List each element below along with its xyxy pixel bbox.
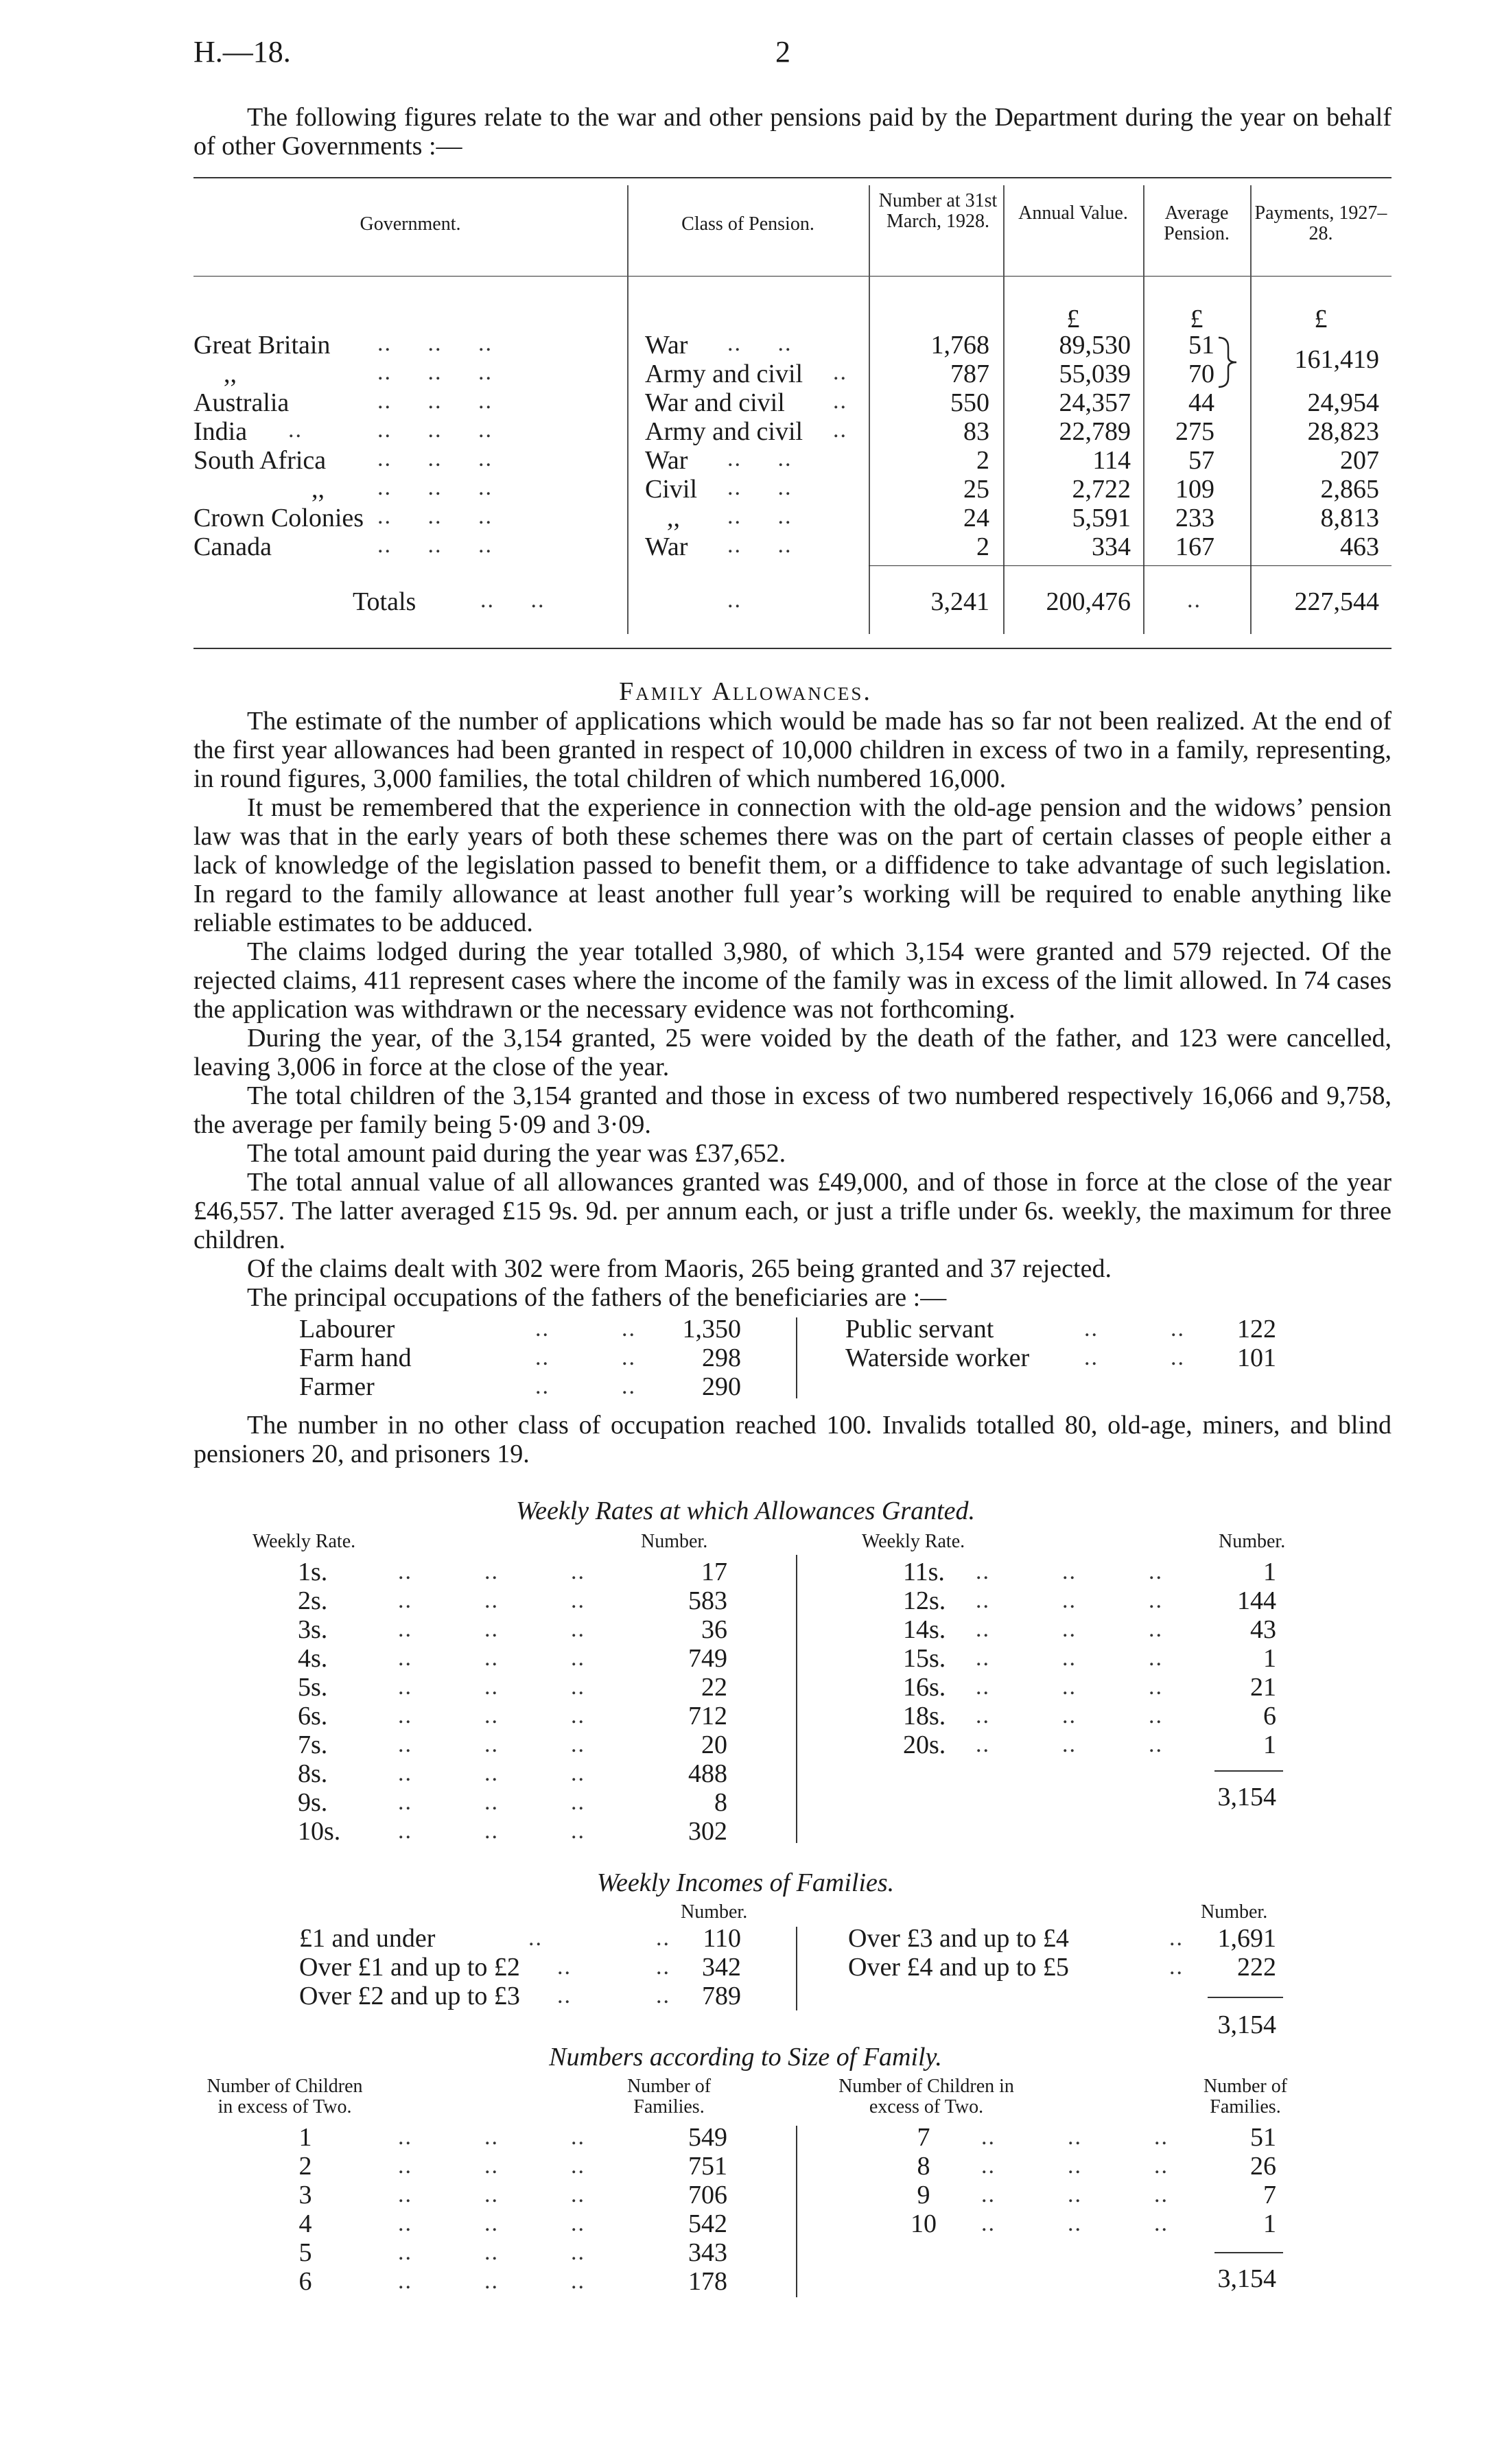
- rate-label: 9s.: [298, 1788, 328, 1817]
- table-bottom-rule: [193, 648, 1392, 649]
- occupation-label: Public servant: [845, 1315, 994, 1344]
- occupation-value: 1,350: [682, 1315, 741, 1344]
- rate-number: 1: [1263, 1730, 1276, 1759]
- rate-label: 7s.: [298, 1730, 328, 1759]
- incomes-title: Weekly Incomes of Families.: [596, 1868, 895, 1897]
- rate-label: 10s.: [298, 1817, 341, 1846]
- totals-label: Totals: [353, 587, 416, 616]
- row-annual: 5,591: [1072, 504, 1131, 532]
- children-count: 4: [298, 2209, 312, 2238]
- children-count: 6: [298, 2267, 312, 2296]
- families-count: 1: [1263, 2209, 1276, 2238]
- rate-number: 21: [1250, 1673, 1276, 1702]
- totals-number: 3,241: [930, 587, 989, 616]
- totals-annual: 200,476: [1046, 587, 1131, 616]
- family-size-total: 3,154: [1217, 2264, 1276, 2293]
- row-class: ,,: [667, 504, 680, 532]
- paragraph: The total amount paid during the year was £37,652.: [247, 1139, 786, 1168]
- rate-label: 4s.: [298, 1644, 328, 1673]
- income-value: 1,691: [1217, 1924, 1276, 1953]
- col-number: Number at 31st March, 1928.: [878, 190, 998, 232]
- currency-symbol: £: [1190, 305, 1204, 333]
- rate-number: 8: [714, 1788, 727, 1817]
- children-count: 1: [298, 2123, 312, 2152]
- column-divider: [796, 2126, 797, 2297]
- income-value: 222: [1237, 1953, 1276, 1982]
- paragraph: Of the claims dealt with 302 were from Maoris, 265 being granted and 37 rejected.: [247, 1254, 1112, 1283]
- col-children: Number of Children in excess of Two.: [207, 2076, 363, 2117]
- col-rate: Weekly Rate.: [253, 1531, 356, 1552]
- col-payments: Payments, 1927–28.: [1254, 202, 1387, 244]
- children-count: 8: [917, 2152, 930, 2181]
- rate-label: 1s.: [298, 1558, 328, 1586]
- row-number: 1,768: [930, 331, 989, 360]
- rate-number: 712: [688, 1702, 727, 1730]
- family-size-title: Numbers according to Size of Family.: [549, 2043, 942, 2072]
- row-annual: 2,722: [1072, 475, 1131, 504]
- families-count: 751: [688, 2152, 727, 2181]
- occupation-label: Farm hand: [299, 1344, 412, 1372]
- col-families: Number of Families.: [626, 2076, 712, 2117]
- col-number: Number.: [1219, 1531, 1286, 1552]
- row-average: 167: [1175, 532, 1214, 561]
- row-number: 24: [963, 504, 989, 532]
- children-count: 3: [298, 2181, 312, 2209]
- total-rule: [1214, 2252, 1283, 2253]
- rate-label: 8s.: [298, 1759, 328, 1788]
- families-count: 26: [1250, 2152, 1276, 2181]
- families-count: 706: [688, 2181, 727, 2209]
- row-government: Australia: [193, 388, 290, 417]
- col-average: Average Pension.: [1164, 202, 1230, 244]
- occupation-value: 101: [1237, 1344, 1276, 1372]
- rate-number: 6: [1263, 1702, 1276, 1730]
- column-divider: [796, 1555, 797, 1843]
- paragraph: The number in no other class of occupation reached 100. Invalids totalled 80, old-age, miners, and blind pensioners 20, and prisoners 19.: [193, 1411, 1392, 1468]
- paragraph: The principal occupations of the fathers of the beneficiaries are :—: [247, 1283, 947, 1312]
- paragraph: The total children of the 3,154 granted and those in excess of two numbered respectively 16,066 and 9,758, the average per family being 5·09 and 3·09.: [193, 1081, 1392, 1139]
- rate-label: 5s.: [298, 1673, 328, 1702]
- income-value: 110: [703, 1924, 741, 1953]
- row-number: 2: [976, 532, 989, 561]
- rate-label: 11s.: [903, 1558, 945, 1586]
- rate-number: 302: [688, 1817, 727, 1846]
- page-number: 2: [775, 35, 790, 69]
- rate-label: 14s.: [903, 1615, 946, 1644]
- families-count: 7: [1263, 2181, 1276, 2209]
- col-number: Number.: [1201, 1901, 1268, 1923]
- income-label: Over £2 and up to £3: [299, 1982, 520, 2010]
- rate-number: 488: [688, 1759, 727, 1788]
- rate-label: 18s.: [903, 1702, 946, 1730]
- row-average: 275: [1175, 417, 1214, 446]
- rate-number: 583: [688, 1586, 727, 1615]
- rate-number: 749: [688, 1644, 727, 1673]
- row-class: War and civil: [645, 388, 785, 417]
- rate-label: 15s.: [903, 1644, 946, 1673]
- occupation-label: Labourer: [299, 1315, 395, 1344]
- occupation-value: 298: [702, 1344, 741, 1372]
- row-payments: 463: [1340, 532, 1379, 561]
- row-average: 57: [1188, 446, 1214, 475]
- income-label: Over £3 and up to £4: [848, 1924, 1069, 1953]
- row-annual: 89,530: [1059, 331, 1131, 360]
- table-header-rule: [193, 276, 1392, 277]
- row-payments: 24,954: [1307, 388, 1379, 417]
- row-payments: 28,823: [1307, 417, 1379, 446]
- totals-payments: 227,544: [1294, 587, 1379, 616]
- row-payments: 2,865: [1320, 475, 1379, 504]
- families-count: 549: [688, 2123, 727, 2152]
- rate-label: 2s.: [298, 1586, 328, 1615]
- row-class: War: [645, 331, 688, 360]
- row-class: Army and civil: [645, 360, 803, 388]
- rate-number: 1: [1263, 1558, 1276, 1586]
- occupation-label: Waterside worker: [845, 1344, 1030, 1372]
- col-annual: Annual Value.: [1018, 202, 1128, 224]
- paragraph: During the year, of the 3,154 granted, 25 were voided by the death of the father, and 123 were cancelled, leaving 3,006 in force at the close of the year.: [193, 1024, 1392, 1081]
- row-payments: 207: [1340, 446, 1379, 475]
- row-annual: 24,357: [1059, 388, 1131, 417]
- rate-label: 16s.: [903, 1673, 946, 1702]
- children-count: 10: [911, 2209, 937, 2238]
- row-annual: 114: [1092, 446, 1131, 475]
- column-divider: [796, 1927, 797, 2010]
- rate-number: 17: [701, 1558, 727, 1586]
- row-class: Civil: [645, 475, 698, 504]
- paragraph: The claims lodged during the year totalled 3,980, of which 3,154 were granted and 579 rejected. Of the rejected claims, 411 represent cases where the income of the family was in excess of the limit allowed. In 74 cases the application was withdrawn or the necessary evidence was not forthcoming.: [193, 937, 1392, 1024]
- income-label: Over £4 and up to £5: [848, 1953, 1069, 1982]
- row-average: 70: [1188, 360, 1214, 388]
- families-count: 51: [1250, 2123, 1276, 2152]
- row-payments: 8,813: [1320, 504, 1379, 532]
- row-government: India: [193, 417, 248, 446]
- row-government: South Africa: [193, 446, 327, 475]
- rate-label: 6s.: [298, 1702, 328, 1730]
- rates-total: 3,154: [1217, 1783, 1276, 1811]
- row-annual: 334: [1092, 532, 1131, 561]
- families-count: 178: [688, 2267, 727, 2296]
- section-heading: Family Allowances.: [619, 677, 872, 706]
- paragraph: It must be remembered that the experience in connection with the old-age pension and the widows’ pension law was that in the early years of both these schemes there was on the part of certain classes of people either a lack of knowledge of the legislation passed to benefit them, or a diffidence to take advantage of such legislation. In regard to the family allowance at least another full year’s working will be required to enable anything like reliable estimates to be adduced.: [193, 793, 1392, 937]
- row-government: Canada: [193, 532, 272, 561]
- children-count: 7: [917, 2123, 930, 2152]
- children-count: 5: [298, 2238, 312, 2267]
- income-value: 342: [702, 1953, 741, 1982]
- table-divider: [627, 185, 629, 634]
- rate-number: 20: [701, 1730, 727, 1759]
- row-government: Great Britain: [193, 331, 331, 360]
- page-id: H.—18.: [193, 35, 291, 69]
- row-number: 83: [963, 417, 989, 446]
- row-government: ,,: [224, 360, 237, 388]
- children-count: 2: [298, 2152, 312, 2181]
- rate-label: 20s.: [903, 1730, 946, 1759]
- col-children: Number of Children in excess of Two.: [838, 2076, 1014, 2117]
- table-divider: [869, 185, 870, 634]
- row-payments: 161,419: [1294, 345, 1379, 374]
- families-count: 542: [688, 2209, 727, 2238]
- row-government: Crown Colonies: [193, 504, 364, 532]
- occupation-label: Farmer: [299, 1372, 375, 1401]
- children-count: 9: [917, 2181, 930, 2209]
- row-class: War: [645, 532, 688, 561]
- total-rule: [1208, 1997, 1283, 1998]
- income-value: 789: [702, 1982, 741, 2010]
- row-government: ,,: [312, 475, 325, 504]
- paragraph: The estimate of the number of applications which would be made has so far not been realized. At the end of the first year allowances had been granted in respect of 10,000 children in excess of two in a family, representing, in round figures, 3,000 families, the total children of which numbered 16,000.: [193, 707, 1392, 793]
- incomes-total: 3,154: [1217, 2010, 1276, 2039]
- rates-title: Weekly Rates at which Allowances Granted.: [515, 1497, 976, 1525]
- total-rule: [1214, 1770, 1283, 1772]
- intro-text: The following figures relate to the war and other pensions paid by the Department during the year on behalf of other Governments :—: [193, 103, 1392, 161]
- rate-number: 22: [701, 1673, 727, 1702]
- occupation-value: 122: [1237, 1315, 1276, 1344]
- rate-number: 144: [1237, 1586, 1276, 1615]
- col-number: Number.: [641, 1531, 708, 1552]
- col-number: Number.: [681, 1901, 748, 1923]
- families-count: 343: [688, 2238, 727, 2267]
- currency-symbol: £: [1066, 305, 1080, 333]
- row-number: 2: [976, 446, 989, 475]
- row-number: 550: [950, 388, 989, 417]
- row-number: 25: [963, 475, 989, 504]
- rate-number: 36: [701, 1615, 727, 1644]
- table-top-rule: [193, 177, 1392, 178]
- row-class: Army and civil: [645, 417, 803, 446]
- row-average: 51: [1188, 331, 1214, 360]
- paragraph: The total annual value of all allowances granted was £49,000, and of those in force at the close of the year £46,557. The latter averaged £15 9s. 9d. per annum each, or just a trifle under 6s. weekly, the maximum for three children.: [193, 1168, 1392, 1254]
- income-label: Over £1 and up to £2: [299, 1953, 520, 1982]
- rate-number: 1: [1263, 1644, 1276, 1673]
- col-class: Class of Pension.: [681, 213, 814, 235]
- occupation-value: 290: [702, 1372, 741, 1401]
- col-government: Government.: [360, 213, 461, 235]
- rate-label: 12s.: [903, 1586, 946, 1615]
- row-annual: 22,789: [1059, 417, 1131, 446]
- currency-symbol: £: [1314, 305, 1328, 333]
- table-totals-rule: [869, 565, 1392, 566]
- right-brace-icon: [1214, 335, 1242, 390]
- row-average: 233: [1175, 504, 1214, 532]
- income-label: £1 and under: [299, 1924, 436, 1953]
- row-annual: 55,039: [1059, 360, 1131, 388]
- col-families: Number of Families.: [1203, 2076, 1288, 2117]
- row-number: 787: [950, 360, 989, 388]
- row-class: War: [645, 446, 688, 475]
- row-average: 44: [1188, 388, 1214, 417]
- row-average: 109: [1175, 475, 1214, 504]
- rate-label: 3s.: [298, 1615, 328, 1644]
- rate-number: 43: [1250, 1615, 1276, 1644]
- column-divider: [796, 1317, 797, 1398]
- col-rate: Weekly Rate.: [862, 1531, 965, 1552]
